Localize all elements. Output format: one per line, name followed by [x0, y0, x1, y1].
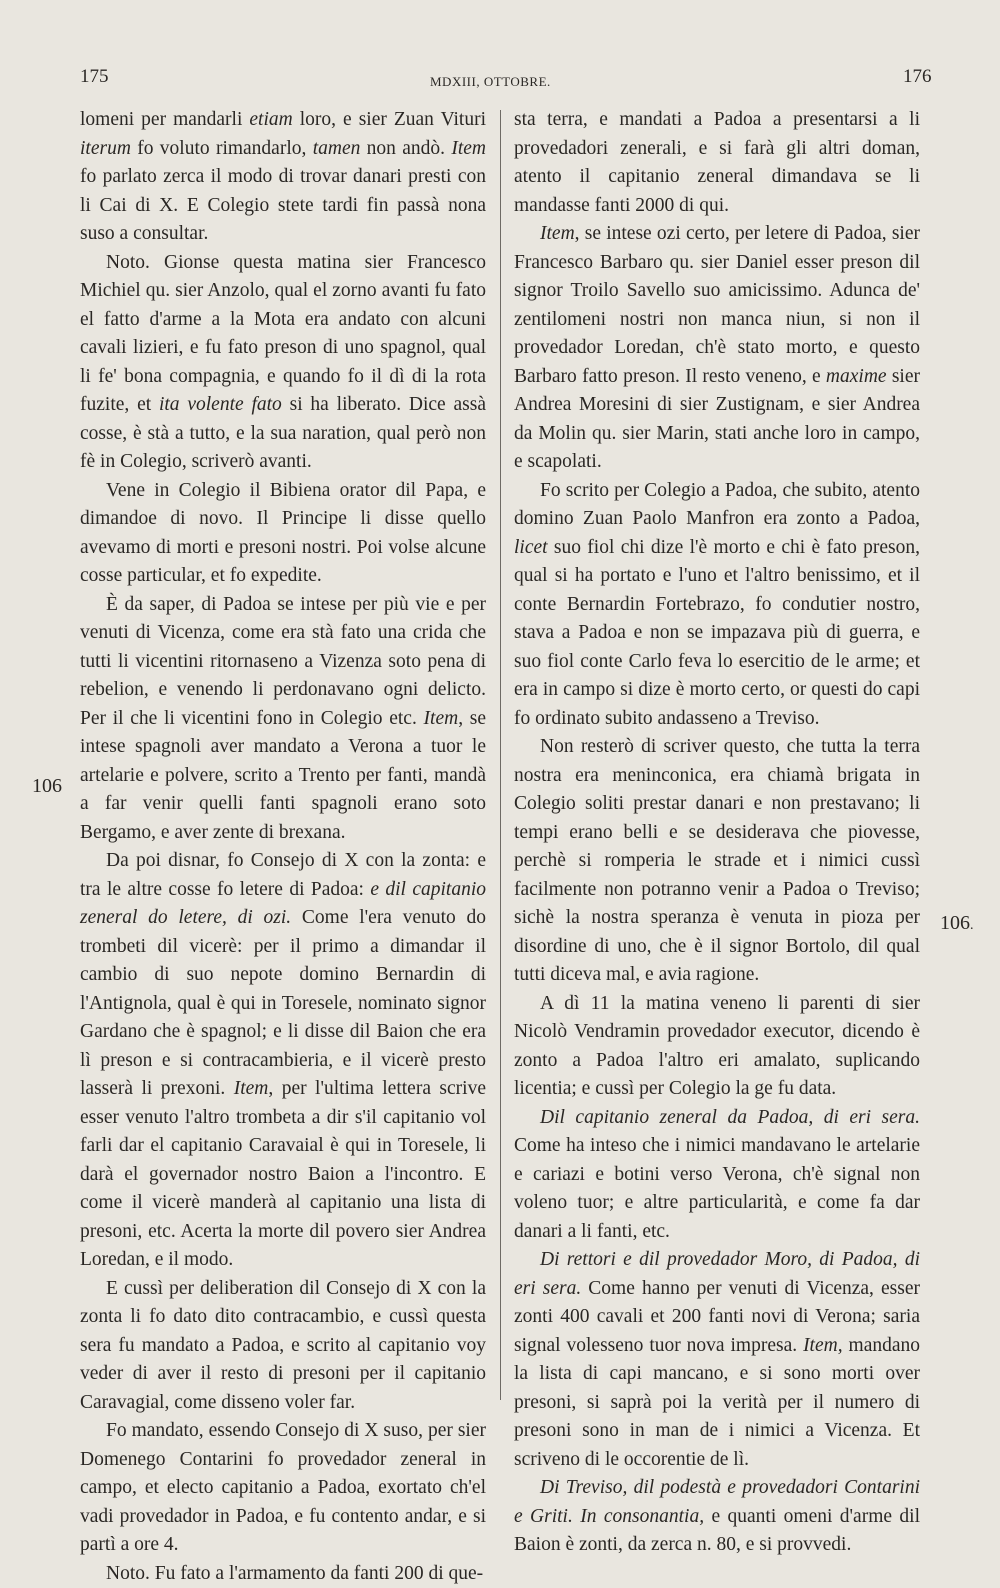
italic-run: Di Treviso, dil podestà e provedadori Contarini e Griti. In consonantia,	[514, 1477, 920, 1527]
column-divider	[500, 110, 501, 1400]
text-run: Come hanno per venuti di Vicenza, esser zonti 400 cavali et 200 fanti novi di Verona; saria signal volesseno tuor nova impresa.	[514, 1278, 920, 1356]
running-header: MDXIII, OTTOBRE.	[430, 74, 551, 90]
paragraph	[80, 591, 486, 848]
text-run: Noto. Gionse questa matina sier Francesco Michiel qu. sier Anzolo, qual el zorno avanti fu fato el fatto d'arme a la Mota era andato con alcuni cavali lizieri, e fu fato preson di uno spagnol, qual li fe' bona compagnia, e quando fo il dì di la rota fuzite, et	[80, 252, 486, 416]
text-run: fo voluto rimandarlo,	[131, 138, 313, 159]
right-page-number: 176	[903, 66, 932, 88]
paragraph	[514, 1246, 920, 1474]
paragraph	[514, 1474, 920, 1560]
text-run: fo parlato zerca il modo di trovar danari presti con li Cai di X. E Colegio stete tardi fin passà nona suso a consultar.	[80, 166, 486, 244]
text-run: Come l'era venuto do trombeti dil vicerè: per il primo a dimandar il cambio di suo nepote domino Bernardin di l'Antignola, qual è qui in Toresele, nominato signor Gardano che è spagnol; e li disse dil Baion che era lì preson e si contracambieria, e il vicerè presto lasserà li prexoni.	[80, 907, 486, 1099]
paragraph	[514, 220, 920, 477]
text-run: , per l'ultima lettera scrive esser venuto l'altro trombeta a dir s'il capitanio vol farli dar el capitanio Caravaial è qui in Toresele, li darà el governador nostro Baion a l'incontro. E come il vicerè manderà al capitanio una lista di presoni, etc. Acerta la morte dil povero sier Andrea Loredan, e il modo.	[80, 1078, 486, 1270]
paragraph	[80, 106, 486, 249]
left-column	[80, 106, 486, 1588]
text-run: Fo scrito per Colegio a Padoa, che subito, atento domino Zuan Paolo Manfron era zonto a Padoa,	[514, 480, 920, 530]
paragraph	[80, 847, 486, 1275]
text-run: suo fiol chi dize l'è morto e chi è fato preson, qual si ha portato e l'uno et l'altro benissimo, et il conte Bernardin Fortebrazo, fo condutier nostro, stava a Padoa e non se impazava più di guerra, e suo fiol conte Carlo feva lo esercitio de le arme; et era in campo si dize è morto certo, or questi do capi fo ordinato subito andasseno a Treviso.	[514, 537, 920, 729]
italic-run: maxime	[826, 366, 887, 387]
left-page-number: 175	[80, 66, 109, 88]
paragraph	[514, 477, 920, 734]
italic-run: etiam	[249, 109, 292, 130]
paragraph: Noto. Fu fato a l'armamento da fanti 200 di que-	[80, 1560, 486, 1588]
italic-run: Item	[234, 1078, 269, 1099]
italic-run: Item,	[803, 1335, 843, 1356]
margin-number-right-text: 106	[940, 912, 970, 934]
italic-run: Di rettori e dil provedador Moro, di Padoa, di eri sera.	[514, 1249, 920, 1299]
italic-run: e dil capitanio zeneral do letere, di ozi.	[80, 879, 486, 929]
text-run: È da saper, di Padoa se intese per più vie e per venuti di Vicenza, come era stà fato una crida che tutti li vicentini ritornaseno a Vizenza soto pena di rebelion, e venendo li perdonavano ogni delicto. Per il che li vicentini fono in Colegio etc.	[80, 594, 486, 729]
italic-run: ita volente fato	[159, 394, 282, 415]
text-run: non andò.	[360, 138, 451, 159]
paragraph: Vene in Colegio il Bibiena orator dil Papa, e dimandoe di novo. Il Principe li disse quello avevamo di morti e presoni nostri. Poi volse alcune cosse particular, et fo expedite.	[80, 477, 486, 591]
italic-run: licet	[514, 537, 548, 558]
text-run: Come ha inteso che i nimici mandavano le artelarie e cariazi e botini verso Verona, ch'è signal non voleno tuor; e altre particularità, e come fa dar danari a li fanti, etc.	[514, 1135, 920, 1242]
text-run: sier Andrea Moresini di sier Zustignam, e sier Andrea da Molin qu. sier Marin, stati anche loro in campo, e scapolati.	[514, 366, 920, 473]
italic-run: iterum	[80, 138, 131, 159]
margin-number-left: 106	[32, 775, 62, 798]
italic-run: tamen	[313, 138, 361, 159]
italic-run: Item	[540, 223, 575, 244]
paragraph: Fo mandato, essendo Consejo di X suso, per sier Domenego Contarini fo provedador zeneral in campo, et electo capitanio a Padoa, exortato ch'el vadi provedador in Padoa, e fu contento andar, e si partì a ore 4.	[80, 1417, 486, 1560]
italic-run: Dil capitanio zeneral da Padoa, di eri sera.	[540, 1107, 920, 1128]
paragraph: sta terra, e mandati a Padoa a presentarsi a li provedadori zenerali, e si farà gli altri doman, atento il capitanio zeneral dimandava se li mandasse fanti 2000 di qui.	[514, 106, 920, 220]
italic-run: Item	[424, 708, 459, 729]
right-column	[514, 106, 920, 1560]
paragraph	[80, 249, 486, 477]
italic-run: Item	[451, 138, 486, 159]
paragraph: Non resterò di scriver questo, che tutta la terra nostra era meninconica, era chiamà brigata in Colegio soliti prestar danari e non prestavano; li tempi erano belli e se desiderava che piovesse, perchè si romperia le strade et i nimici cussì facilmente non potranno venir a Padoa o Treviso; sichè la nostra speranza è venuta in pioza per disordine di uno, che è il signor Bortolo, dil qual tutti diceva mal, e avia ragione.	[514, 733, 920, 990]
paragraph	[514, 1104, 920, 1247]
margin-number-right	[940, 912, 974, 935]
text-run: , se intese ozi certo, per letere di Padoa, sier Francesco Barbaro qu. sier Daniel esser preson dil signor Troilo Savello suo amicissimo. Adunca de' zentilomeni nostri non manca niun, si non il provedador Loredan, ch'è stato morto, e questo Barbaro fatto preson. Il resto veneno, e	[514, 223, 920, 387]
text-run: mandano la lista di capi mancano, e si sono morti over presoni, si saprà poi la verità per il numero di presoni sono in man de i nimici a Vicenza. Et scriveno di le occorentie de lì.	[514, 1335, 920, 1470]
text-run: Da poi disnar, fo Consejo di X con la zonta: e tra le altre cosse fo letere di Padoa:	[80, 850, 486, 900]
paragraph: E cussì per deliberation dil Consejo di X con la zonta li fo dato dito contracambio, e cussì questa sera fu mandato a Padoa, e scrito al capitanio voy veder di aver il resto di presoni per il capitanio Caravagial, come disseno voler far.	[80, 1275, 486, 1418]
text-run: loro, e sier Zuan Vituri	[293, 109, 486, 130]
text-run: si ha liberato. Dice assà cosse, è stà a tutto, e la sua naration, qual però non fè in Colegio, scriverò avanti.	[80, 394, 486, 472]
margin-number-right-mark: .	[970, 918, 974, 933]
text-run: e quanti omeni d'arme dil Baion è zonti, da zerca n. 80, e si provvedi.	[514, 1506, 920, 1556]
text-run: lomeni per mandarli	[80, 109, 249, 130]
paragraph: A dì 11 la matina veneno li parenti di sier Nicolò Vendramin provedador executor, dicendo è zonto a Padoa l'altro eri amalato, suplicando licentia; e cussì per Colegio la ge fu data.	[514, 990, 920, 1104]
text-run: , se intese spagnoli aver mandato a Verona a tuor le artelarie e polvere, scrito a Trento per fanti, mandà a far venir quelli fanti spagnoli erano soto Bergamo, e aver zente di brexana.	[80, 708, 486, 843]
